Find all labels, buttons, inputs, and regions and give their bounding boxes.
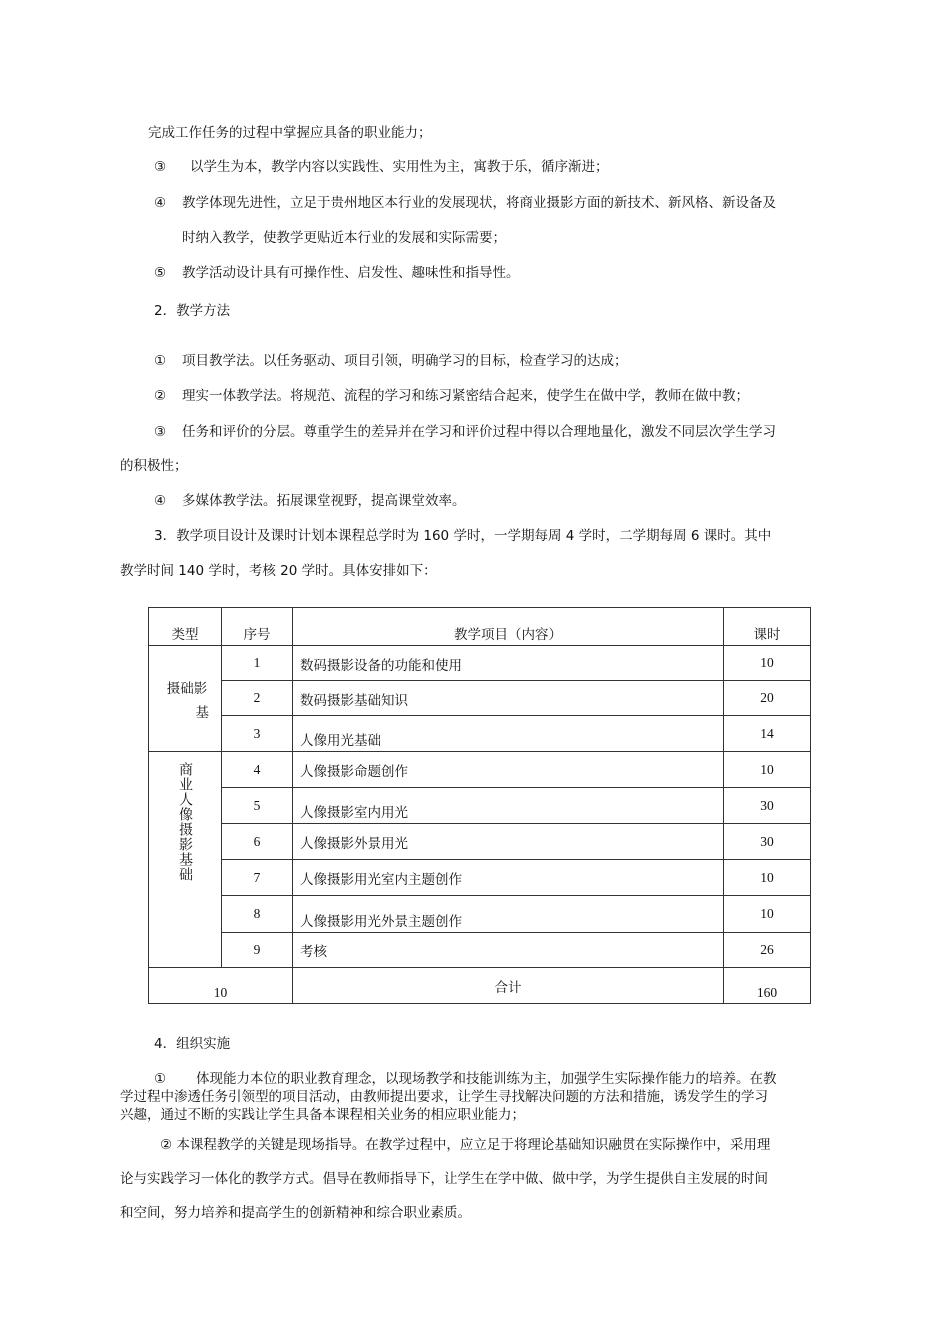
table-row [149, 860, 811, 896]
group-2-label-text: 商业人像摄影基础 [177, 762, 193, 882]
row-hours: 10 [724, 752, 811, 788]
principle-3-marker: ③ [154, 159, 167, 175]
row-project: 数码摄影基础知识 [293, 681, 724, 716]
table-row [149, 646, 811, 681]
method-4-text: 多媒体教学法。拓展课堂视野，提高课堂效率。 [182, 493, 466, 509]
table-footer-row [149, 968, 811, 1004]
method-3-text: 任务和评价的分层。尊重学生的差异并在学习和评价过程中得以合理地量化，激发不同层次学生学习 [182, 424, 776, 440]
row-hours: 10 [724, 896, 811, 933]
principle-5-text: 教学活动设计具有可操作性、启发性、趣味性和指导性。 [182, 265, 520, 281]
row-project: 考核 [293, 933, 724, 968]
row-hours: 30 [724, 788, 811, 824]
table-row [149, 824, 811, 860]
method-3-continuation: 的积极性； [120, 458, 188, 474]
row-hours: 26 [724, 933, 811, 968]
section-4-p2-line-3: 和空间，努力培养和提高学生的创新精神和综合职业素质。 [120, 1205, 471, 1221]
row-seq: 3 [222, 716, 293, 752]
group-1-label-line-2: 基 [195, 704, 209, 721]
method-1-marker: ① [154, 353, 167, 369]
schedule-table [148, 607, 811, 1004]
row-hours: 30 [724, 824, 811, 860]
section-4-p2-line-1: ② 本课程教学的关键是现场指导。在教学过程中，应立足于将理论基础知识融贯在实际操作中，采用理 [160, 1137, 771, 1153]
section-3-line-2: 教学时间 140 学时，考核 20 学时。具体安排如下： [120, 563, 437, 579]
method-2-marker: ② [154, 388, 167, 404]
table-row [149, 752, 811, 788]
table-row [149, 896, 811, 933]
footer-count: 10 [149, 968, 293, 1004]
method-3-marker: ③ [154, 424, 167, 440]
principle-4-marker: ④ [154, 195, 167, 211]
footer-total-label: 合计 [293, 968, 724, 1004]
row-seq: 4 [222, 752, 293, 788]
section-4-p2-line-2: 论与实践学习一体化的教学方式。倡导在教师指导下，让学生在学中做、做中学，为学生提供自主发展的时间 [120, 1171, 768, 1187]
group-1-label-line-1: 摄础影 [166, 680, 208, 697]
row-hours: 10 [724, 646, 811, 681]
section-2-heading: 2．教学方法 [154, 303, 231, 319]
method-1-text: 项目教学法。以任务驱动、项目引领，明确学习的目标，检查学习的达成； [182, 353, 628, 369]
row-project: 人像摄影用光外景主题创作 [293, 896, 724, 933]
header-project: 教学项目（内容） [293, 608, 724, 646]
section-4-p1-line-3: 兴趣，通过不断的实践让学生具备本课程相关业务的相应职业能力； [120, 1107, 525, 1123]
row-project: 人像摄影用光室内主题创作 [293, 860, 724, 896]
section-4-p1-line-1: 体现能力本位的职业教育理念，以现场教学和技能训练为主，加强学生实际操作能力的培养。在教 [196, 1071, 777, 1087]
row-seq: 5 [222, 788, 293, 824]
group-1-label [149, 646, 222, 752]
section-4-heading: 4．组织实施 [154, 1036, 231, 1052]
header-type: 类型 [149, 608, 222, 646]
section-3-line-1: 3．教学项目设计及课时计划本课程总学时为 160 学时，一学期每周 4 学时，二学期每周 6 课时。其中 [154, 528, 772, 544]
row-hours: 20 [724, 681, 811, 716]
principle-3-text: 以学生为本，教学内容以实践性、实用性为主，寓教于乐，循序渐进； [190, 159, 609, 175]
intro-line: 完成工作任务的过程中掌握应具备的职业能力； [148, 125, 432, 141]
table-row [149, 933, 811, 968]
method-4-marker: ④ [154, 493, 167, 509]
row-seq: 7 [222, 860, 293, 896]
table-row [149, 788, 811, 824]
section-4-p1-marker: ① [154, 1071, 167, 1087]
row-seq: 6 [222, 824, 293, 860]
row-hours: 14 [724, 716, 811, 752]
header-seq: 序号 [222, 608, 293, 646]
row-project: 人像摄影室内用光 [293, 788, 724, 824]
principle-4-text: 教学体现先进性，立足于贵州地区本行业的发展现状，将商业摄影方面的新技术、新风格、新设备及 [182, 195, 776, 211]
table-header-row [149, 608, 811, 646]
footer-total-hours: 160 [724, 968, 811, 1004]
row-seq: 2 [222, 681, 293, 716]
section-4-p1-line-2: 学过程中渗透任务引领型的项目活动，由教师提出要求，让学生寻找解决问题的方法和措施，诱发学生的学习 [120, 1089, 768, 1105]
row-seq: 8 [222, 896, 293, 933]
row-seq: 1 [222, 646, 293, 681]
table-row [149, 716, 811, 752]
header-hours: 课时 [724, 608, 811, 646]
table-row [149, 681, 811, 716]
principle-4-continuation: 时纳入教学，使教学更贴近本行业的发展和实际需要； [182, 230, 506, 246]
row-seq: 9 [222, 933, 293, 968]
group-2-label [149, 752, 222, 968]
row-project: 数码摄影设备的功能和使用 [293, 646, 724, 681]
method-2-text: 理实一体教学法。将规范、流程的学习和练习紧密结合起来，使学生在做中学，教师在做中教； [182, 388, 749, 404]
principle-5-marker: ⑤ [154, 265, 167, 281]
row-project: 人像用光基础 [293, 716, 724, 752]
row-project: 人像摄影外景用光 [293, 824, 724, 860]
row-project: 人像摄影命题创作 [293, 752, 724, 788]
row-hours: 10 [724, 860, 811, 896]
